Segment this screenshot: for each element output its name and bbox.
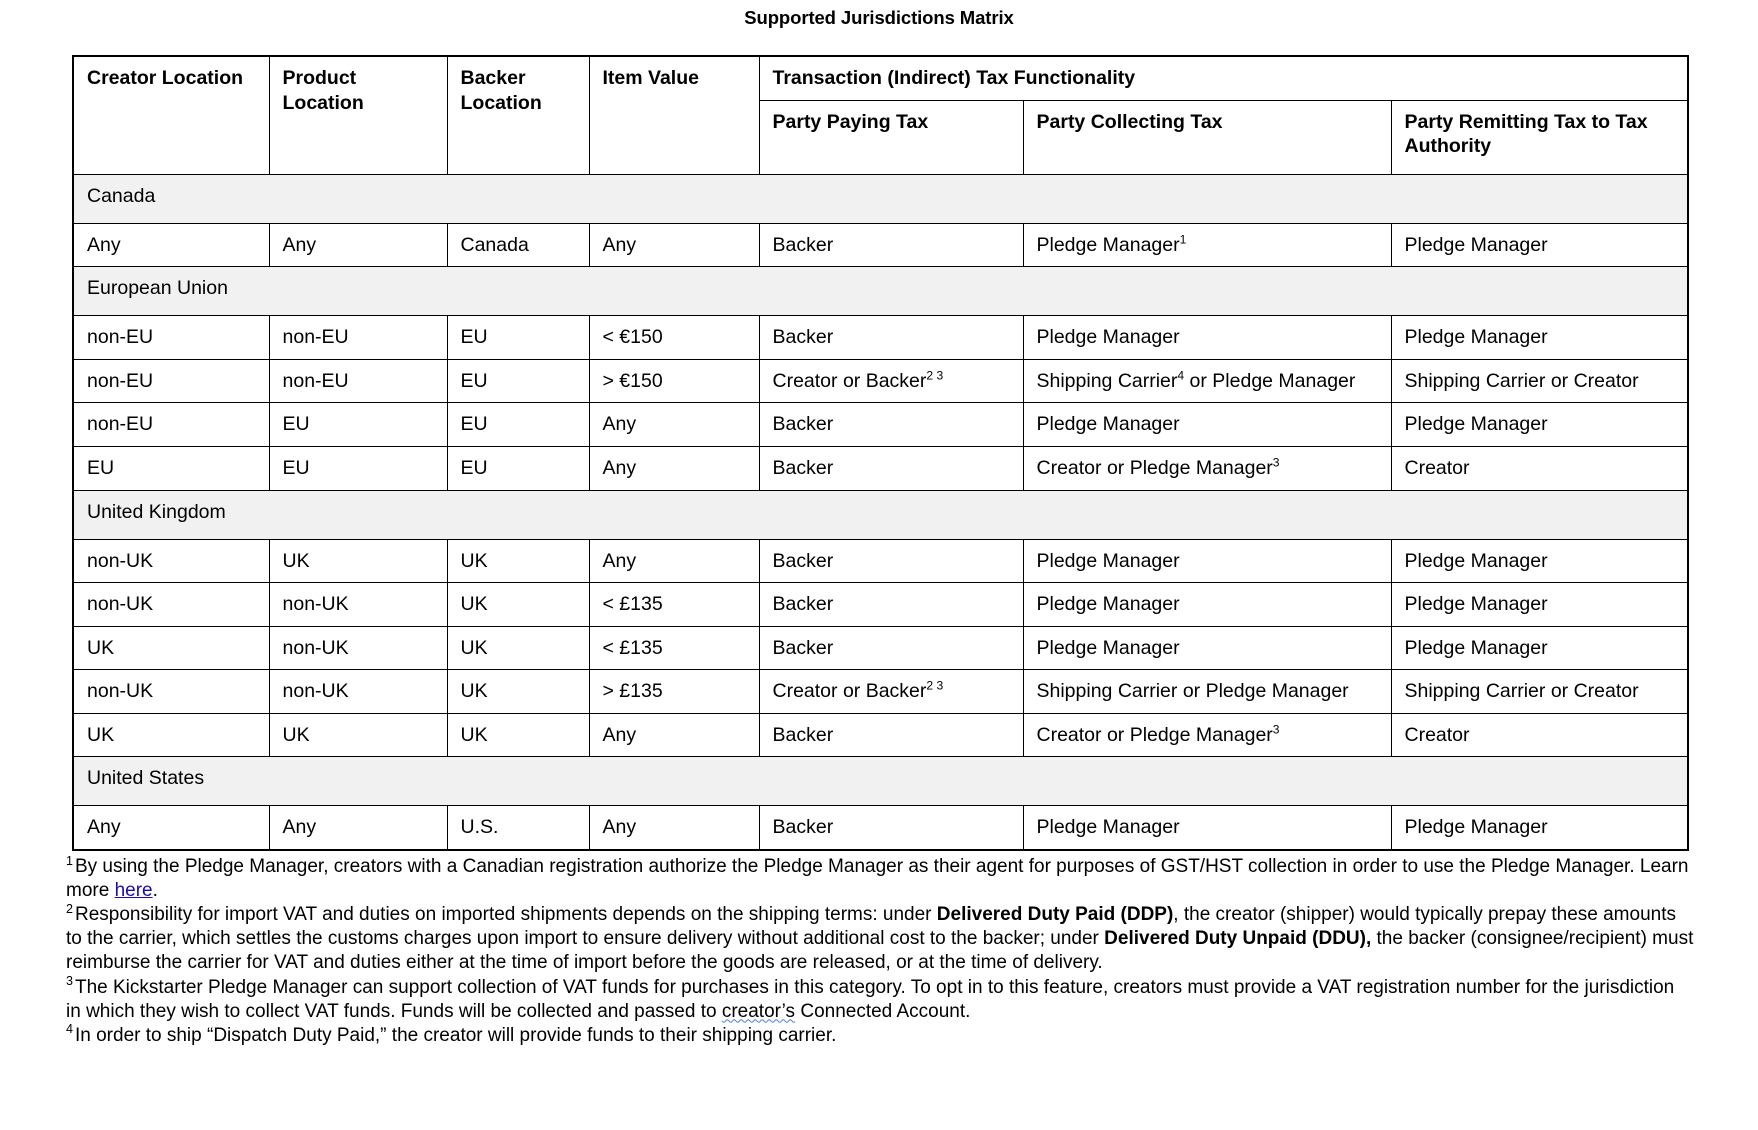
cell-party-collecting-tax: Pledge Manager — [1023, 806, 1391, 850]
table-row — [73, 583, 1688, 627]
column-header-creator-location: Creator Location — [73, 56, 269, 174]
table-row — [73, 447, 1688, 491]
cell-backer-location: UK — [447, 539, 589, 583]
cell-party-remitting-tax: Pledge Manager — [1391, 626, 1688, 670]
cell-backer-location: EU — [447, 359, 589, 403]
cell-party-collecting-tax: Creator or Pledge Manager$^3$ — [1023, 447, 1391, 491]
footnote-2-bold-ddp: Delivered Duty Paid (DDP) — [936, 904, 1174, 926]
cell-party-collecting-tax: Pledge Manager — [1023, 539, 1391, 583]
table-body — [73, 174, 1688, 850]
table-header — [73, 56, 1688, 174]
footnote-3-marker: 3 — [66, 974, 73, 989]
cell-product-location: non-UK — [269, 626, 447, 670]
section-label: Canada — [73, 174, 1688, 223]
header-row-top — [73, 56, 1688, 100]
cell-party-collecting-tax: Shipping Carrier$^4$ or Pledge Manager — [1023, 359, 1391, 403]
cell-product-location: UK — [269, 539, 447, 583]
cell-product-location: non-EU — [269, 359, 447, 403]
cell-party-collecting-tax: Pledge Manager$^1$ — [1023, 223, 1391, 267]
table-row — [73, 713, 1688, 757]
footnote-4-text: In order to ship “Dispatch Duty Paid,” the creator will provide funds to their shipping carrier. — [74, 1024, 837, 1046]
cell-backer-location: UK — [447, 713, 589, 757]
cell-party-collecting-tax: Pledge Manager — [1023, 403, 1391, 447]
section-header-row — [73, 490, 1688, 539]
cell-creator-location: non-EU — [73, 359, 269, 403]
section-label: United Kingdom — [73, 490, 1688, 539]
table-row — [73, 806, 1688, 850]
section-label: European Union — [73, 267, 1688, 316]
cell-item-value: > €150 — [589, 359, 759, 403]
cell-party-remitting-tax: Pledge Manager — [1391, 806, 1688, 850]
footnote-1 — [66, 855, 1694, 903]
cell-creator-location: Any — [73, 806, 269, 850]
footnote-2 — [66, 903, 1694, 975]
cell-item-value: Any — [589, 806, 759, 850]
footnote-1-text-before-link: By using the Pledge Manager, creators with a Canadian registration authorize the Pledge Manager as their agent for purposes of GST/HST collection in order to use the Pledge Manager. Learn more — [66, 855, 1689, 902]
cell-party-collecting-tax: Shipping Carrier or Pledge Manager — [1023, 670, 1391, 714]
cell-item-value: < £135 — [589, 626, 759, 670]
footnote-reference: 2 3 — [926, 678, 944, 693]
cell-party-collecting-tax: Pledge Manager — [1023, 583, 1391, 627]
cell-creator-location: UK — [73, 713, 269, 757]
table-row — [73, 316, 1688, 360]
cell-party-paying-tax: Backer — [759, 403, 1023, 447]
cell-creator-location: non-UK — [73, 539, 269, 583]
table-row — [73, 403, 1688, 447]
cell-product-location: UK — [269, 713, 447, 757]
cell-item-value: < €150 — [589, 316, 759, 360]
footnote-3-part2: Connected Account. — [795, 1000, 971, 1022]
cell-product-location: EU — [269, 403, 447, 447]
page-title: Supported Jurisdictions Matrix — [744, 7, 1014, 28]
supported-jurisdictions-table — [72, 55, 1689, 851]
cell-backer-location: U.S. — [447, 806, 589, 850]
table-row — [73, 223, 1688, 267]
table-row — [73, 670, 1688, 714]
cell-product-location: non-EU — [269, 316, 447, 360]
cell-backer-location: Canada — [447, 223, 589, 267]
cell-party-paying-tax: Backer — [759, 447, 1023, 491]
cell-party-paying-tax: Creator or Backer$^{2 3}$ — [759, 359, 1023, 403]
cell-product-location: Any — [269, 806, 447, 850]
cell-creator-location: Any — [73, 223, 269, 267]
footnote-3-part1: The Kickstarter Pledge Manager can support collection of VAT funds for purchases in this category. To opt in to this feature, creators must provide a VAT registration number for the jurisdiction in which they wish to collect VAT funds. Funds will be collected and passed to — [66, 976, 1675, 1022]
cell-creator-location: non-UK — [73, 583, 269, 627]
footnote-reference: 3 — [1272, 722, 1280, 737]
table-row — [73, 626, 1688, 670]
footnote-reference: 2 3 — [926, 368, 944, 383]
cell-item-value: > £135 — [589, 670, 759, 714]
column-header-party-paying-tax: Party Paying Tax — [759, 100, 1023, 174]
section-header-row — [73, 757, 1688, 806]
cell-backer-location: EU — [447, 316, 589, 360]
cell-creator-location: non-EU — [73, 316, 269, 360]
cell-party-collecting-tax: Creator or Pledge Manager$^3$ — [1023, 713, 1391, 757]
footnote-2-part3: the backer (consignee/recipient) must reimburse the carrier for VAT and duties either at the time of import before the goods are released, or at the time of delivery. — [66, 928, 1694, 974]
cell-party-remitting-tax: Pledge Manager — [1391, 403, 1688, 447]
footnote-2-bold-ddu: Delivered Duty Unpaid (DDU), — [1104, 928, 1372, 950]
cell-party-remitting-tax: Creator — [1391, 447, 1688, 491]
footnote-2-part1: Responsibility for import VAT and duties on imported shipments depends on the shipping terms: under — [74, 904, 937, 926]
footnotes-section — [66, 855, 1694, 1048]
cell-creator-location: non-EU — [73, 403, 269, 447]
cell-item-value: Any — [589, 223, 759, 267]
cell-backer-location: UK — [447, 670, 589, 714]
column-header-item-value: Item Value — [589, 56, 759, 174]
cell-item-value: < £135 — [589, 583, 759, 627]
cell-product-location: non-UK — [269, 583, 447, 627]
section-header-row — [73, 174, 1688, 223]
column-header-backer-location: Backer Location — [447, 56, 589, 174]
cell-party-paying-tax: Backer — [759, 316, 1023, 360]
cell-item-value: Any — [589, 403, 759, 447]
cell-item-value: Any — [589, 713, 759, 757]
cell-product-location: Any — [269, 223, 447, 267]
footnote-4-marker: 4 — [66, 1022, 73, 1037]
footnote-3-spellcheck-word: creator’s — [721, 1000, 796, 1022]
cell-product-location: non-UK — [269, 670, 447, 714]
footnote-reference: 4 — [1177, 368, 1185, 383]
cell-backer-location: UK — [447, 583, 589, 627]
cell-party-remitting-tax: Pledge Manager — [1391, 583, 1688, 627]
cell-party-paying-tax: Backer — [759, 713, 1023, 757]
footnote-1-marker: 1 — [66, 853, 73, 868]
cell-party-remitting-tax: Creator — [1391, 713, 1688, 757]
cell-backer-location: EU — [447, 447, 589, 491]
column-header-tax-functionality-group: Transaction (Indirect) Tax Functionality — [759, 56, 1688, 100]
cell-creator-location: UK — [73, 626, 269, 670]
cell-item-value: Any — [589, 539, 759, 583]
column-header-product-location: Product Location — [269, 56, 447, 174]
cell-product-location: EU — [269, 447, 447, 491]
footnote-reference: 3 — [1272, 455, 1280, 470]
table-row — [73, 359, 1688, 403]
cell-party-remitting-tax: Shipping Carrier or Creator — [1391, 670, 1688, 714]
cell-party-remitting-tax: Pledge Manager — [1391, 539, 1688, 583]
footnote-1-here-link[interactable]: here — [114, 880, 153, 902]
cell-creator-location: EU — [73, 447, 269, 491]
cell-item-value: Any — [589, 447, 759, 491]
footnote-4 — [66, 1024, 1694, 1048]
table-row — [73, 539, 1688, 583]
column-header-party-remitting-tax: Party Remitting Tax to Tax Authority — [1391, 100, 1688, 174]
footnote-2-marker: 2 — [66, 901, 73, 916]
jurisdictions-table-container — [72, 55, 1688, 851]
cell-party-paying-tax: Backer — [759, 583, 1023, 627]
footnote-reference: 1 — [1179, 232, 1187, 247]
cell-party-paying-tax: Backer — [759, 626, 1023, 670]
cell-party-paying-tax: Backer — [759, 223, 1023, 267]
section-header-row — [73, 267, 1688, 316]
cell-party-collecting-tax: Pledge Manager — [1023, 316, 1391, 360]
footnote-2-part2: , the creator (shipper) would typically prepay these amounts to the carrier, which settles the customs charges upon import to ensure delivery without additional cost to the backer; under — [66, 904, 1676, 950]
cell-party-collecting-tax: Pledge Manager — [1023, 626, 1391, 670]
cell-backer-location: EU — [447, 403, 589, 447]
section-label: United States — [73, 757, 1688, 806]
footnote-1-text-after-link: . — [152, 880, 158, 902]
cell-party-remitting-tax: Pledge Manager — [1391, 223, 1688, 267]
cell-party-paying-tax: Backer — [759, 539, 1023, 583]
cell-party-paying-tax: Backer — [759, 806, 1023, 850]
cell-backer-location: UK — [447, 626, 589, 670]
column-header-party-collecting-tax: Party Collecting Tax — [1023, 100, 1391, 174]
cell-creator-location: non-UK — [73, 670, 269, 714]
cell-party-paying-tax: Creator or Backer$^{2 3}$ — [759, 670, 1023, 714]
footnote-3 — [66, 976, 1694, 1024]
cell-party-remitting-tax: Shipping Carrier or Creator — [1391, 359, 1688, 403]
cell-party-remitting-tax: Pledge Manager — [1391, 316, 1688, 360]
